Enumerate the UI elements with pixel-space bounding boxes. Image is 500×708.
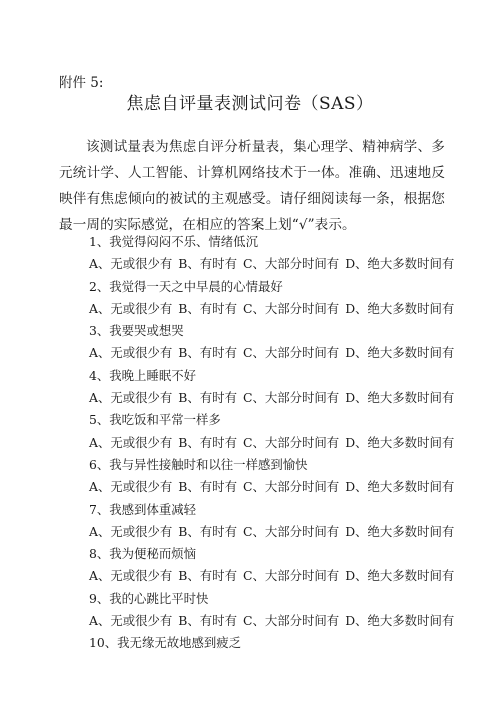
answer-option[interactable]: D、绝大多数时间有	[345, 613, 455, 629]
question-text: 1、我觉得闷闷不乐、情绪低沉	[89, 234, 258, 249]
answer-option[interactable]: B、有时有	[178, 613, 237, 629]
answer-options-row	[89, 253, 489, 275]
answer-option[interactable]: B、有时有	[178, 523, 237, 539]
answer-option[interactable]: D、绝大多数时间有	[345, 345, 455, 361]
answer-option[interactable]: D、绝大多数时间有	[345, 523, 455, 539]
attachment-label: 附件 5:	[59, 75, 104, 91]
answer-option[interactable]: C、大部分时间有	[242, 345, 340, 361]
answer-option[interactable]: D、绝大多数时间有	[345, 300, 455, 316]
answer-option[interactable]: B、有时有	[178, 300, 237, 316]
answer-option[interactable]: C、大部分时间有	[242, 568, 340, 584]
answer-option[interactable]: A、无或很少有	[89, 390, 173, 406]
answer-option[interactable]: A、无或很少有	[89, 434, 173, 450]
answer-options-row	[89, 521, 489, 543]
question-text: 6、我与异性接触时和以往一样感到愉快	[89, 456, 308, 472]
answer-option[interactable]: B、有时有	[178, 345, 237, 361]
answer-options-row	[89, 610, 489, 632]
answer-option[interactable]: B、有时有	[178, 568, 237, 584]
answer-option[interactable]: A、无或很少有	[89, 479, 173, 495]
answer-option[interactable]: C、大部分时间有	[242, 390, 340, 406]
page-title: 焦虑自评量表测试问卷（SAS）	[126, 94, 374, 114]
answer-option[interactable]: B、有时有	[178, 390, 237, 406]
answer-option[interactable]: D、绝大多数时间有	[345, 390, 455, 406]
question-text: 3、我要哭或想哭	[89, 323, 184, 339]
answer-option[interactable]: A、无或很少有	[89, 256, 173, 272]
answer-option[interactable]: D、绝大多数时间有	[345, 434, 455, 450]
answer-option[interactable]: C、大部分时间有	[242, 256, 340, 272]
answer-options-row	[89, 565, 489, 587]
question-text: 2、我觉得一天之中早晨的心情最好	[89, 278, 283, 294]
question-text: 9、我的心跳比平时快	[89, 590, 209, 606]
question-text: 10、我无缘无故地感到疲乏	[89, 635, 242, 651]
answer-option[interactable]: D、绝大多数时间有	[345, 568, 455, 584]
answer-option[interactable]: A、无或很少有	[89, 613, 173, 629]
answer-option[interactable]: A、无或很少有	[89, 523, 173, 539]
question-text: 8、我为便秘而烦恼	[89, 546, 197, 562]
answer-option[interactable]: C、大部分时间有	[242, 434, 340, 450]
answer-options-row	[89, 298, 489, 320]
answer-option[interactable]: C、大部分时间有	[242, 523, 340, 539]
question-text: 7、我感到体重减轻	[89, 501, 197, 517]
answer-option[interactable]: D、绝大多数时间有	[345, 479, 455, 495]
answer-option[interactable]: C、大部分时间有	[242, 613, 340, 629]
question-text: 4、我晚上睡眠不好	[89, 367, 197, 383]
answer-options-row	[89, 342, 489, 364]
answer-option[interactable]: B、有时有	[178, 479, 237, 495]
answer-option[interactable]: C、大部分时间有	[242, 300, 340, 316]
answer-option[interactable]: A、无或很少有	[89, 345, 173, 361]
answer-options-row	[89, 387, 489, 409]
intro-paragraph: 该测试量表为焦虑自评分析量表，集心理学、精神病学、多元统计学、人工智能、计算机网络技术于一体。准确、迅速地反映伴有焦虑倾向的被试的主观感受。请仔细阅读每一条，根据您最一周的实际感觉，在相应的答案上划“√”表示。	[59, 139, 445, 233]
answer-option[interactable]: B、有时有	[178, 256, 237, 272]
answer-option[interactable]: A、无或很少有	[89, 568, 173, 584]
answer-option[interactable]: B、有时有	[178, 434, 237, 450]
answer-option[interactable]: C、大部分时间有	[242, 479, 340, 495]
answer-option[interactable]: A、无或很少有	[89, 300, 173, 316]
answer-options-row	[89, 476, 489, 498]
answer-option[interactable]: D、绝大多数时间有	[345, 256, 455, 272]
question-list	[89, 231, 489, 655]
answer-options-row	[89, 432, 489, 454]
question-text: 5、我吃饭和平常一样多	[89, 412, 221, 428]
